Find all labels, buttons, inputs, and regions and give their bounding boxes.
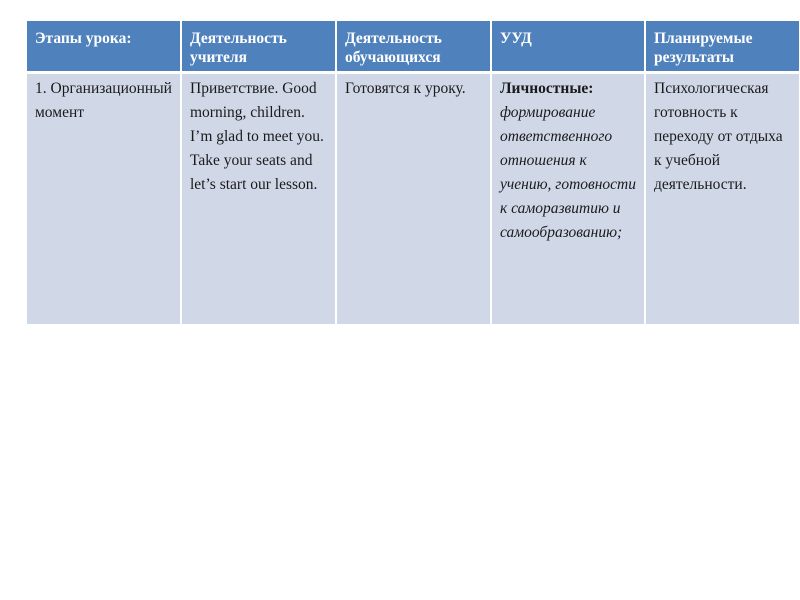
header-lesson-stages: Этапы урока: xyxy=(27,21,181,73)
table-header-row xyxy=(27,21,799,73)
cell-teacher-activity: Приветствие. Good morning, children. I’m glad to meet you. Take your seats and let’s start our lesson. xyxy=(181,73,336,324)
cell-student-activity: Готовятся к уроку. xyxy=(336,73,491,324)
header-planned-results: Планируемые результаты xyxy=(645,21,799,73)
table-row xyxy=(27,73,799,324)
cell-planned-results: Психологическая готовность к переходу от отдыха к учебной деятельности. xyxy=(645,73,799,324)
header-uud: УУД xyxy=(491,21,645,73)
cell-uud xyxy=(491,73,645,324)
uud-description: формирование ответственного отношения к учению, готовности к саморазвитию и самообразованию; xyxy=(500,104,637,241)
cell-stage: 1. Организационный момент xyxy=(27,73,181,324)
header-teacher-activity: Деятельность учителя xyxy=(181,21,336,73)
uud-title: Личностные: xyxy=(500,80,594,97)
header-student-activity: Деятельность обучающихся xyxy=(336,21,491,73)
lesson-plan-table xyxy=(27,21,799,324)
